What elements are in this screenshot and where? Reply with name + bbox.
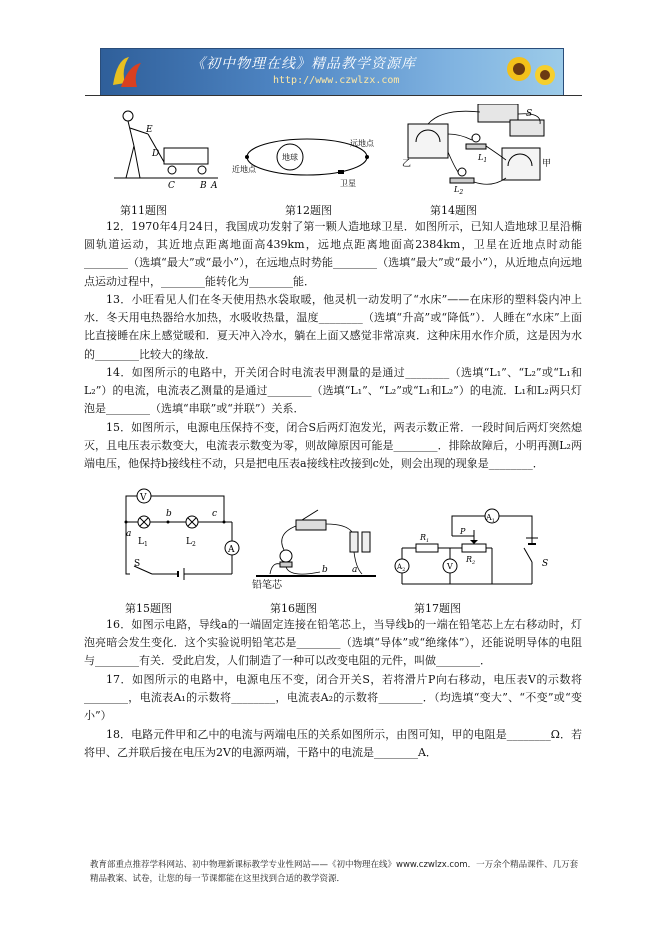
fig15-label-a-meter: A bbox=[228, 545, 235, 555]
fig11-caption: 第11题图 bbox=[120, 204, 167, 217]
fig12-label-perigee: 近地点 bbox=[232, 165, 256, 174]
question-14-text: 14．如图所示的电路中，开关闭合时电流表甲测量的是通过________（选填“L₁”、“L₂”或“L₁和L₂”）的电流，电流表乙测量的是通过________（选填“L₁”、“L₂”或“L₁和L₂”）的电流．L₁和L₂两只灯泡是________（选填“串联”或“并联”）关系． bbox=[84, 366, 582, 416]
page-footer: 教育部重点推荐学科网站、初中物理新课标教学专业性网站——《初中物理在线》www.czwlzx.com．一万余个精品课件、几万套精品教案、试卷，让您的每一节课都能在这里找到合适的教学资源． bbox=[90, 860, 579, 884]
figure-12 bbox=[232, 132, 382, 190]
logo-icon bbox=[107, 53, 147, 91]
fig11-label-e: E bbox=[146, 125, 153, 135]
fig17-label-r1: R bbox=[420, 533, 427, 542]
svg-text:L2 bbox=[186, 537, 196, 548]
header-rule bbox=[85, 95, 582, 96]
fig14-label-l1-sub: 1 bbox=[483, 157, 488, 164]
fig17-label-a1-sub: 1 bbox=[491, 518, 495, 524]
question-12-text: 12．1970年4月24日，我国成功发射了第一颗人造地球卫星．如图所示，已知人造地球卫星沿椭圆轨道运动，其近地点距离地面高439km，远地点距离地面高2384km，卫星在近地点时动能________（选填“最大”或“最小”），在远地点时势能________（选填“最大”或“最小”），从近地点向远地点运动过程中，________能转化为________能． bbox=[84, 220, 582, 288]
question-13 bbox=[84, 291, 582, 364]
fig14-label-yi: 乙 bbox=[402, 159, 412, 169]
question-14 bbox=[84, 364, 582, 419]
svg-text:R1 bbox=[419, 533, 429, 544]
question-15 bbox=[84, 419, 582, 474]
fig17-label-r2-sub: 2 bbox=[472, 560, 476, 566]
fig12-label-apogee: 远地点 bbox=[350, 139, 374, 148]
fig15-label-v: V bbox=[140, 493, 147, 503]
fig15-label-l2: L bbox=[186, 537, 192, 547]
fig17-label-v: V bbox=[447, 562, 453, 571]
svg-text:R2 bbox=[465, 555, 475, 566]
figure-16 bbox=[250, 508, 382, 592]
question-16 bbox=[84, 616, 582, 671]
fig15-label-l1: L bbox=[138, 537, 144, 547]
fig17-caption: 第17题图 bbox=[414, 602, 461, 615]
fig15-label-b: b bbox=[166, 509, 172, 519]
fig15-caption: 第15题图 bbox=[125, 602, 172, 615]
figure-14 bbox=[402, 104, 554, 194]
banner-title: 《初中物理在线》精品教学资源库 bbox=[191, 56, 416, 72]
figure-11 bbox=[112, 108, 224, 190]
banner-url[interactable]: http://www.czwlzx.com bbox=[273, 75, 400, 86]
fig17-label-p: P bbox=[460, 527, 466, 536]
fig16-label-a: a bbox=[352, 565, 358, 575]
fig16-label-b: b bbox=[322, 565, 328, 575]
svg-text:L2 bbox=[453, 185, 463, 194]
fig15-label-s: S bbox=[134, 559, 141, 569]
fig14-label-s: S bbox=[526, 109, 533, 119]
fig12-caption: 第12题图 bbox=[285, 204, 332, 217]
svg-text:L1 bbox=[138, 537, 148, 548]
fig15-label-l2-sub: 2 bbox=[191, 541, 196, 548]
svg-text:L1 bbox=[477, 153, 487, 164]
question-16-text: 16．如图示电路，导线a的一端固定连接在铅笔芯上，当导线b的一端在铅笔芯上左右移动时，灯泡亮暗会发生变化．这个实验说明铅笔芯是________（选填“导体”或“绝缘体”），还能说明导体的电阻与________有关．受此启发，人们制造了一种可以改变电阻的元件，叫做________． bbox=[84, 618, 582, 668]
fig17-label-r2: R bbox=[466, 555, 473, 564]
fig11-label-a: A bbox=[211, 181, 218, 190]
question-17 bbox=[84, 671, 582, 726]
fig14-label-l2: L bbox=[454, 185, 460, 194]
fig11-label-b: B bbox=[200, 181, 207, 190]
header-banner bbox=[100, 48, 564, 96]
fig15-label-l1-sub: 1 bbox=[143, 541, 148, 548]
figure-17 bbox=[392, 504, 560, 590]
fig12-label-satellite: 卫星 bbox=[340, 179, 356, 188]
fig17-label-a2: A bbox=[397, 563, 403, 571]
question-13-text: 13．小旺看见人们在冬天使用热水袋取暖，他灵机一动发明了“水床”——在床形的塑料袋内冲上水．冬天用电热器给水加热，水吸收热量，温度________（选填“升高”或“降低”）．人睡在“水床”上面比直接睡在床上感觉暖和．夏天冲入冷水，躺在上面又感觉非常凉爽．这种床用水作介质，这是因为水的________比较大的缘故． bbox=[84, 293, 582, 361]
question-12 bbox=[84, 218, 582, 291]
fig12-label-earth: 地球 bbox=[282, 153, 298, 162]
fig14-label-l1: L bbox=[478, 153, 484, 162]
fig15-label-a: a bbox=[126, 529, 132, 539]
fig11-label-c: C bbox=[168, 181, 175, 190]
fig14-label-l2-sub: 2 bbox=[459, 189, 464, 194]
fig16-caption: 第16题图 bbox=[270, 602, 317, 615]
fig11-label-d: D bbox=[152, 149, 160, 159]
fig17-label-a1: A bbox=[486, 513, 492, 522]
fig16-label-pencil: 铅笔芯 bbox=[252, 580, 282, 591]
question-17-text: 17．如图所示的电路中，电源电压不变，闭合开关S，若将滑片P向右移动，电压表V的示数将________，电流表A₁的示数将________，电流表A₂的示数将________．（均选填“变大”、“不变”或“变小”） bbox=[84, 673, 582, 723]
fig14-label-jia: 甲 bbox=[542, 159, 552, 169]
question-15-text: 15．如图所示，电源电压保持不变，闭合S后两灯泡发光，两表示数正常．一段时间后两灯突然熄灭，且电压表示数变大，电流表示数变为零，则故障原因可能是________．排除故障后，小明再测L₂两端电压，他保持b接线柱不动，只是把电压表a接线柱改接到c处，则会出现的现象是________． bbox=[84, 421, 582, 471]
figure-15 bbox=[112, 486, 244, 586]
fig15-label-c: c bbox=[212, 509, 218, 519]
fig17-label-r1-sub: 1 bbox=[426, 538, 430, 544]
sunflower-icon bbox=[499, 51, 559, 93]
fig17-label-s: S bbox=[542, 559, 549, 569]
question-18-text: 18．电路元件甲和乙中的电流与两端电压的关系如图所示，由图可知，甲的电阻是________Ω．若将甲、乙并联后接在电压为2V的电源两端，干路中的电流是________A． bbox=[84, 728, 582, 760]
question-18 bbox=[84, 726, 582, 762]
fig17-label-a2-sub: 2 bbox=[402, 567, 406, 573]
fig14-caption: 第14题图 bbox=[430, 204, 477, 217]
